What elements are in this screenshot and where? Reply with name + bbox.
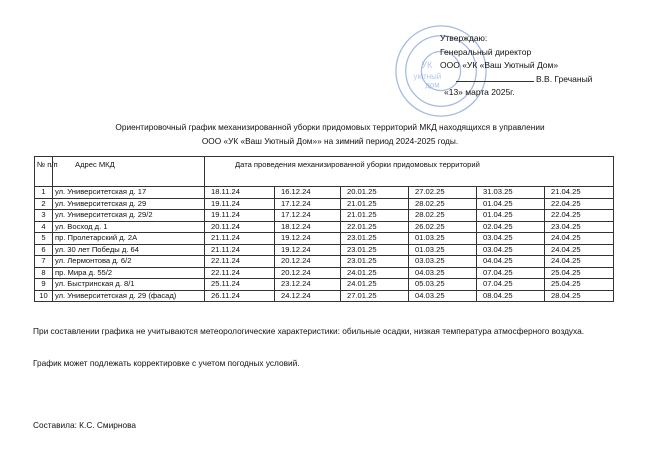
row-number: 10 (35, 290, 53, 302)
row-date: 16.12.24 (275, 187, 341, 199)
row-date: 20.01.25 (341, 187, 409, 199)
row-date: 25.04.25 (545, 267, 614, 279)
approval-heading: Утверждаю: (440, 33, 488, 43)
row-date: 24.04.25 (545, 256, 614, 268)
svg-text:УК: УК (421, 60, 433, 71)
row-date: 01.03.25 (409, 244, 477, 256)
row-number: 2 (35, 198, 53, 210)
row-date: 28.02.25 (409, 210, 477, 222)
row-date: 01.04.25 (477, 198, 545, 210)
row-number: 9 (35, 279, 53, 291)
row-date: 08.04.25 (477, 290, 545, 302)
row-address: пр. Пролетарский д. 2А (53, 233, 205, 245)
row-number: 1 (35, 187, 53, 199)
table-row (35, 210, 614, 222)
row-date: 19.12.24 (275, 244, 341, 256)
table-body (35, 187, 614, 302)
approver-company: ООО «УК «Ваш Уютный Дом» (440, 60, 559, 70)
row-date: 01.04.25 (477, 210, 545, 222)
row-date: 28.02.25 (409, 198, 477, 210)
schedule-table (34, 156, 614, 302)
row-date: 19.11.24 (205, 198, 275, 210)
row-date: 03.03.25 (409, 256, 477, 268)
row-date: 31.03.25 (477, 187, 545, 199)
row-date: 21.01.25 (341, 198, 409, 210)
row-date: 19.12.24 (275, 233, 341, 245)
row-date: 27.01.25 (341, 290, 409, 302)
row-date: 24.01.25 (341, 279, 409, 291)
signature-line (440, 73, 592, 87)
row-date: 18.11.24 (205, 187, 275, 199)
row-date: 21.11.24 (205, 244, 275, 256)
approver-name: В.В. Гречаный (536, 73, 593, 84)
row-date: 24.04.25 (545, 244, 614, 256)
row-date: 26.11.24 (205, 290, 275, 302)
header-dates: Дата проведения механизированной уборки придомовых территорий (205, 157, 614, 187)
row-date: 20.12.24 (275, 256, 341, 268)
row-number: 7 (35, 256, 53, 268)
row-date: 24.01.25 (341, 267, 409, 279)
row-address: пр. Мира д. 55/2 (53, 267, 205, 279)
row-date: 18.12.24 (275, 221, 341, 233)
approval-block (440, 32, 592, 100)
approver-position: Генеральный директор (440, 46, 532, 57)
row-date: 27.02.25 (409, 187, 477, 199)
row-date: 03.04.25 (477, 233, 545, 245)
row-date: 23.12.24 (275, 279, 341, 291)
header-number: № п/п (35, 157, 53, 187)
table-row (35, 267, 614, 279)
row-address: ул. Университетская д. 29 (53, 198, 205, 210)
signature-underline (456, 73, 534, 82)
row-address: ул. Лермонтова д. 6/2 (53, 256, 205, 268)
row-address: ул. Университетская д. 29 (фасад) (53, 290, 205, 302)
row-number: 6 (35, 244, 53, 256)
row-date: 23.01.25 (341, 244, 409, 256)
row-address: ул. Восход д. 1 (53, 221, 205, 233)
row-date: 23.01.25 (341, 256, 409, 268)
table-row (35, 221, 614, 233)
table-row (35, 256, 614, 268)
row-date: 21.04.25 (545, 187, 614, 199)
table-row (35, 290, 614, 302)
table-row (35, 233, 614, 245)
note-adjustment: График может подлежать корректировке с учетом погодных условий. (33, 358, 300, 368)
row-date: 28.04.25 (545, 290, 614, 302)
row-date: 26.02.25 (409, 221, 477, 233)
row-date: 22.11.24 (205, 267, 275, 279)
row-date: 25.04.25 (545, 279, 614, 291)
row-date: 19.11.24 (205, 210, 275, 222)
row-date: 21.11.24 (205, 233, 275, 245)
note-weather: При составлении графика не учитываются метеорологические характеристики: обильные осадки, низкая температура атмосферного воздуха. (33, 326, 585, 336)
row-number: 5 (35, 233, 53, 245)
row-date: 21.01.25 (341, 210, 409, 222)
row-date: 22.04.25 (545, 198, 614, 210)
approval-date: «13» марта 2025г. (444, 87, 515, 97)
row-address: ул. Быстринская д. 8/1 (53, 279, 205, 291)
row-address: ул. Университетская д. 29/2 (53, 210, 205, 222)
row-date: 04.04.25 (477, 256, 545, 268)
row-date: 04.03.25 (409, 290, 477, 302)
row-number: 4 (35, 221, 53, 233)
row-date: 22.01.25 (341, 221, 409, 233)
row-date: 22.04.25 (545, 210, 614, 222)
row-date: 23.01.25 (341, 233, 409, 245)
row-date: 07.04.25 (477, 267, 545, 279)
table-row (35, 187, 614, 199)
svg-text:уютный: уютный (413, 71, 442, 81)
svg-text:дом: дом (425, 80, 440, 90)
row-date: 17.12.24 (275, 210, 341, 222)
row-date: 04.03.25 (409, 267, 477, 279)
row-number: 3 (35, 210, 53, 222)
row-date: 20.12.24 (275, 267, 341, 279)
row-number: 8 (35, 267, 53, 279)
row-date: 17.12.24 (275, 198, 341, 210)
title-line-2: ООО «УК «Ваш Уютный Дом»» на зимний период 2024-2025 годы. (201, 136, 459, 146)
row-date: 20.11.24 (205, 221, 275, 233)
author-line: Составила: К.С. Смирнова (33, 420, 136, 430)
title-line-1: Ориентировочный график механизированной уборки придомовых территорий МКД находящихся в управлении (115, 122, 545, 132)
document-title (40, 120, 620, 148)
table-row (35, 198, 614, 210)
row-date: 07.04.25 (477, 279, 545, 291)
row-date: 24.12.24 (275, 290, 341, 302)
row-date: 23.04.25 (545, 221, 614, 233)
row-date: 22.11.24 (205, 256, 275, 268)
row-date: 02.04.25 (477, 221, 545, 233)
row-date: 05.03.25 (409, 279, 477, 291)
row-address: ул. Университетская д. 17 (53, 187, 205, 199)
table-row (35, 279, 614, 291)
table-header-row (35, 157, 614, 187)
row-date: 24.04.25 (545, 233, 614, 245)
row-date: 01.03.25 (409, 233, 477, 245)
header-address: Адрес МКД (53, 157, 205, 187)
row-date: 03.04.25 (477, 244, 545, 256)
table-row (35, 244, 614, 256)
row-address: ул. 30 лет Победы д. 64 (53, 244, 205, 256)
row-date: 25.11.24 (205, 279, 275, 291)
